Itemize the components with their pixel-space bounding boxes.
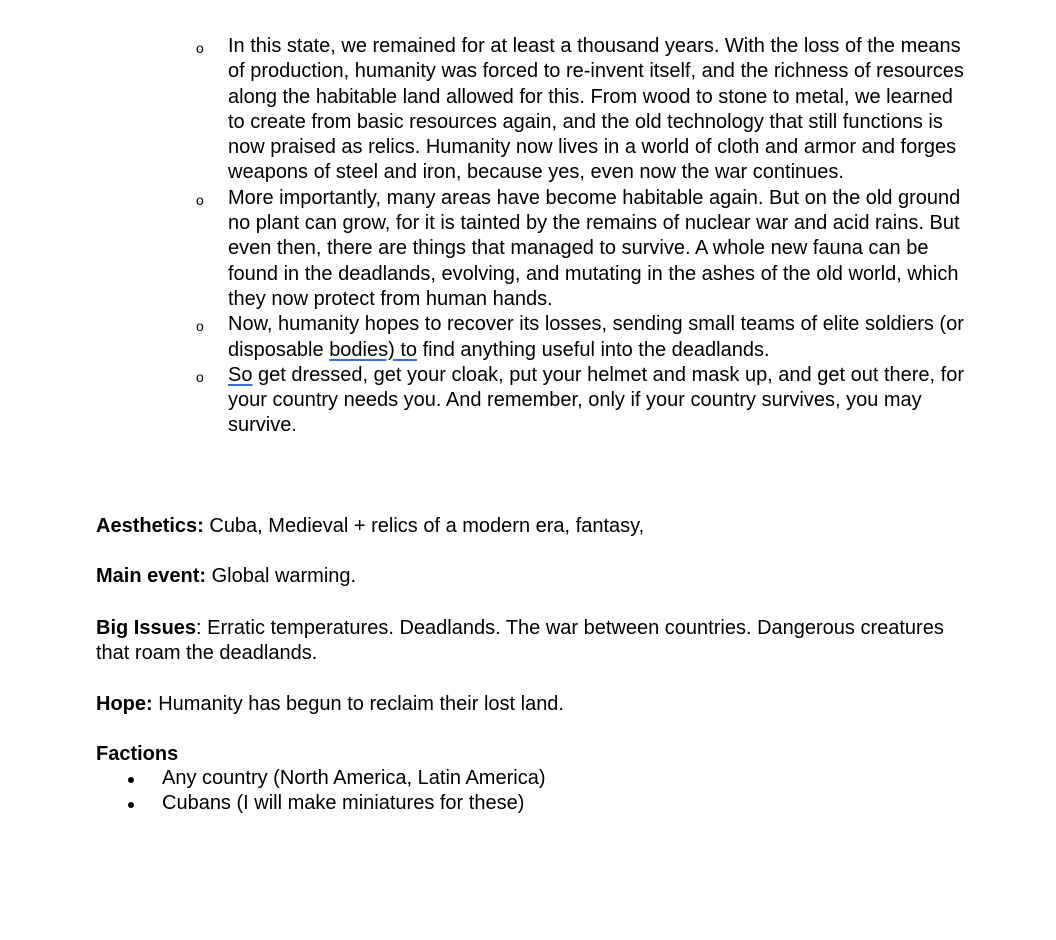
story-sub-list (196, 34, 966, 439)
faction-list-item (124, 766, 545, 791)
faction-text: Cubans (I will make miniatures for these) (162, 792, 525, 815)
faction-text: Any country (North America, Latin America) (162, 767, 546, 789)
hope-label: Hope: (96, 693, 153, 715)
big-issues-paragraph (96, 616, 966, 667)
aesthetics-paragraph (96, 514, 966, 539)
big-issues-text: : Erratic temperatures. Deadlands. The war between countries. Dangerous creatures that roam the deadlands. (96, 617, 944, 665)
grammar-flag-text[interactable]: bodies) to (329, 338, 418, 361)
hollow-bullet-icon: o (196, 318, 204, 335)
sub-item-text: Now, humanity hopes to recover its losses, sending small teams of elite soldiers (or disposable (228, 313, 964, 361)
sub-item-text: More importantly, many areas have become habitable again. But on the old ground no plant can grow, for it is tainted by the remains of nuclear war and acid rains. But even then, there are things that managed to survive. A whole new fauna can be found in the deadlands, evolving, and mutating in the ashes of the old world, which they now protect from human hands. (228, 186, 961, 310)
hollow-bullet-icon: o (196, 40, 204, 56)
sub-list-item (196, 186, 966, 312)
main-event-paragraph (96, 564, 966, 589)
grammar-flag-text[interactable]: So (228, 363, 253, 386)
hope-paragraph (96, 692, 966, 717)
sub-item-text: In this state, we remained for at least a thousand years. With the loss of the means of production, humanity was forced to re-invent itself, and the richness of resources along the habitable land allowed for this. From wood to stone to metal, we learned to create from basic resources again, and the old technology that still functions is now praised as relics. Humanity now lives in a world of cloth and armor and forges weapons of steel and iron, because yes, even now the war continues. (228, 35, 964, 184)
sub-item-text: find anything useful into the deadlands. (417, 338, 770, 361)
big-issues-label: Big Issues (96, 617, 197, 639)
factions-list (124, 766, 545, 817)
factions-heading-text: Factions (96, 743, 179, 765)
faction-list-item (124, 791, 545, 816)
sub-list-item (196, 363, 966, 439)
main-event-text: Global warming. (206, 565, 357, 587)
factions-heading (96, 742, 966, 767)
sub-list-item (196, 34, 966, 186)
hollow-bullet-icon: o (196, 368, 204, 385)
sub-list-item (196, 312, 966, 363)
hollow-bullet-icon: o (196, 191, 204, 208)
sub-item-text: get dressed, get your cloak, put your helmet and mask up, and get out there, for your country needs you. And remember, only if your country survives, you may survive. (228, 363, 964, 437)
aesthetics-label: Aesthetics: (96, 515, 204, 537)
main-event-label: Main event: (96, 565, 207, 587)
bullet-icon (128, 802, 134, 808)
bullet-icon (128, 777, 134, 783)
hope-text: Humanity has begun to reclaim their lost land. (152, 693, 564, 715)
aesthetics-text: Cuba, Medieval + relics of a modern era, fantasy, (203, 515, 645, 537)
